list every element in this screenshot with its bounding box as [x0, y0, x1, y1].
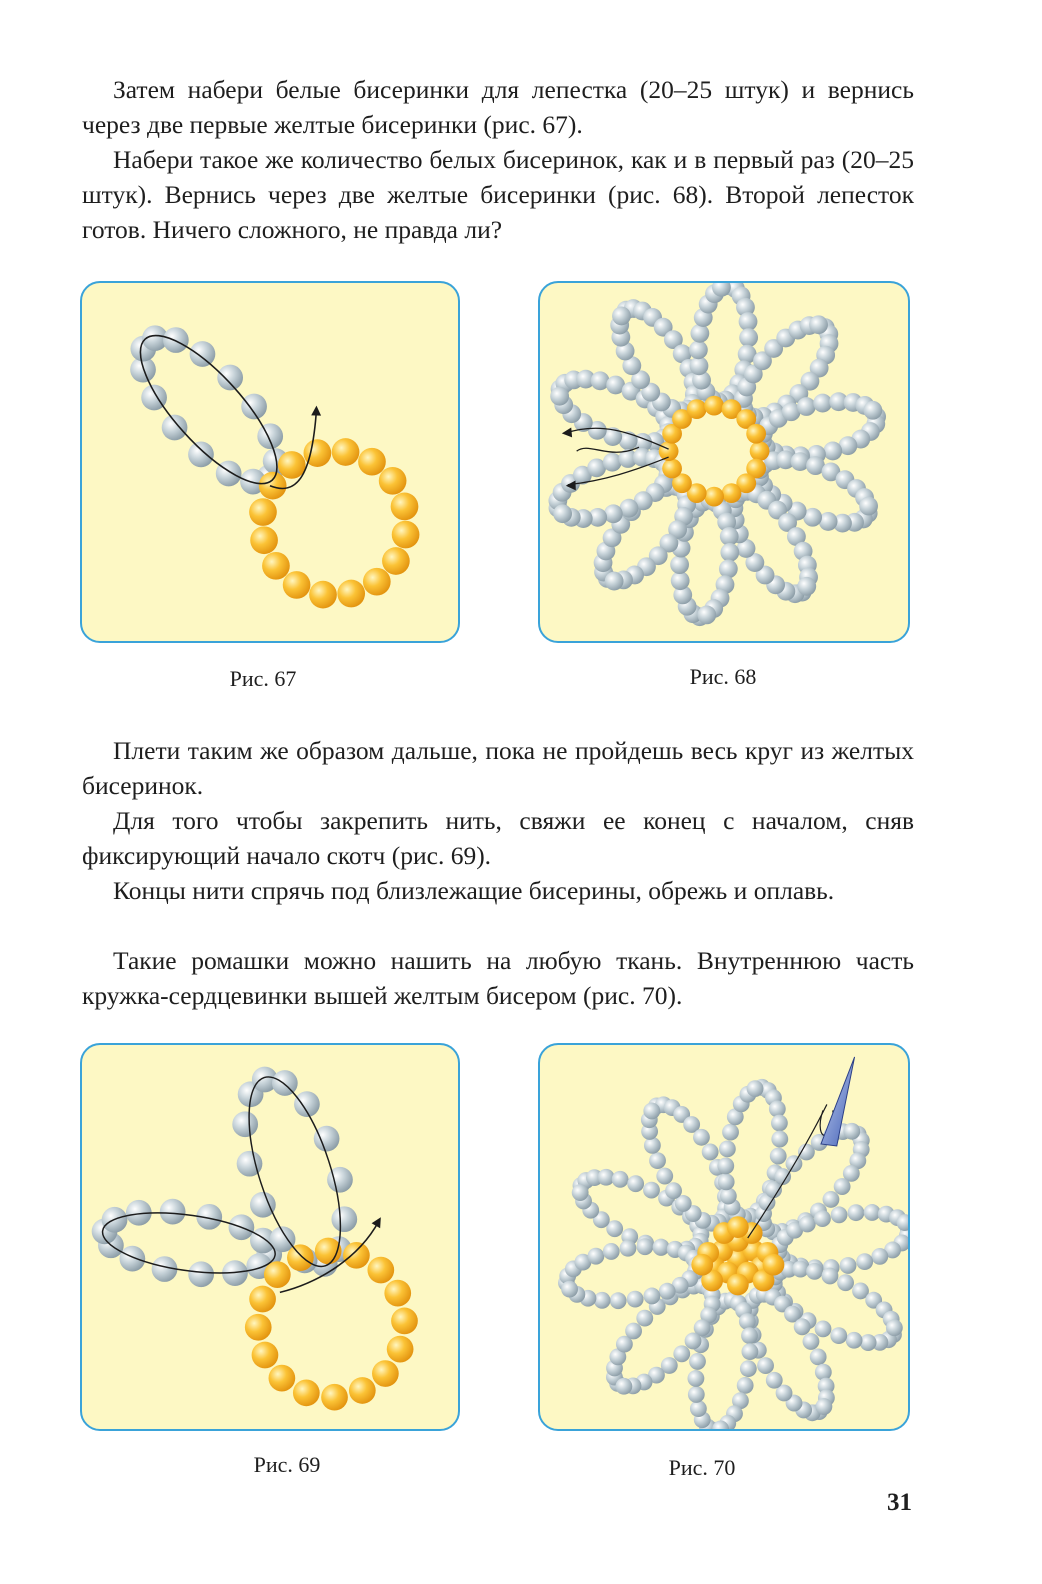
white-bead	[848, 1204, 865, 1221]
white-bead	[688, 1386, 705, 1403]
paragraph-5: Концы нити спрячь под близлежащие бисерины, обрежь и оплавь.	[113, 876, 835, 905]
yellow-bead	[687, 399, 707, 419]
yellow-bead	[722, 483, 742, 503]
white-bead	[831, 1206, 848, 1223]
paragraph-1: Затем набери белые бисеринки для лепестка (20–25 штук) и вернись через две первые желтые бисеринки (рис. 67).	[82, 75, 914, 139]
yellow-bead	[363, 568, 391, 596]
illustration-fig69	[82, 1045, 458, 1429]
white-bead	[770, 1148, 787, 1165]
yellow-bead	[659, 441, 679, 461]
white-bead	[689, 340, 708, 359]
yellow-bead	[372, 1360, 399, 1387]
figure-67	[80, 281, 460, 643]
yellow-bead	[332, 438, 360, 466]
white-bead	[673, 1345, 690, 1362]
white-bead	[797, 577, 816, 596]
white-bead	[830, 1327, 847, 1344]
white-bead	[718, 1173, 735, 1190]
white-bead	[816, 1398, 833, 1415]
yellow-bead	[746, 424, 766, 444]
white-bead	[823, 442, 842, 461]
white-bead	[871, 1248, 888, 1265]
white-bead	[720, 1188, 737, 1205]
white-bead	[859, 497, 878, 516]
white-bead	[719, 560, 738, 579]
white-bead	[815, 1364, 832, 1381]
white-bead	[757, 1357, 774, 1374]
yellow-bead	[249, 498, 277, 526]
yellow-bead	[750, 441, 770, 461]
white-bead	[625, 1323, 642, 1340]
white-bead	[813, 394, 832, 413]
white-bead	[188, 1261, 214, 1287]
white-bead	[598, 1169, 615, 1186]
white-bead	[690, 324, 709, 343]
white-bead	[188, 442, 214, 468]
yellow-bead	[391, 1308, 418, 1335]
paragraph-3: Плети таким же образом дальше, пока не пройдешь весь круг из желтых бисеринок.	[82, 736, 914, 800]
illustration-fig68	[540, 283, 908, 641]
white-bead	[649, 1152, 666, 1169]
white-bead	[747, 1080, 764, 1097]
white-bead	[643, 1182, 660, 1199]
white-bead	[603, 453, 622, 472]
white-bead	[792, 1261, 809, 1278]
white-bead	[120, 1246, 146, 1272]
white-bead	[670, 555, 689, 574]
white-bead	[603, 1243, 620, 1260]
white-bead	[810, 1348, 827, 1365]
white-bead	[693, 1129, 710, 1146]
paragraph-4: Для того чтобы закрепить нить, свяжи ее конец с началом, сняв фиксирующий начало скотч (рис. 69).	[82, 806, 914, 870]
yellow-bead	[387, 1336, 414, 1363]
yellow-bead	[662, 459, 682, 479]
white-bead	[620, 1240, 637, 1257]
white-bead	[561, 1281, 578, 1298]
yellow-bead	[269, 1365, 296, 1392]
yellow-bead	[283, 571, 311, 599]
illustration-fig67	[82, 283, 458, 641]
paragraph-6: Такие ромашки можно нашить на любую ткань. Внутреннюю часть кружка-сердцевинки вышей желтым бисером (рис. 70).	[82, 946, 914, 1010]
white-bead	[627, 1291, 644, 1308]
paragraph-2: Набери такое же количество белых бисеринок, как и в первый раз (20–25 штук). Вернись через две желтые бисеринки (рис. 68). Второй лепесток готов. Ничего сложного, не правда ли?	[82, 145, 914, 244]
white-bead	[863, 401, 882, 420]
yellow-bead	[343, 1242, 370, 1269]
white-bead	[637, 1238, 654, 1255]
white-bead	[837, 1274, 854, 1291]
white-bead	[331, 1206, 357, 1232]
yellow-bead	[249, 1286, 276, 1313]
white-bead	[190, 341, 216, 367]
yellow-bead	[278, 451, 306, 479]
white-bead	[232, 1111, 258, 1137]
white-bead	[643, 1103, 660, 1120]
white-bead	[720, 543, 739, 562]
yellow-bead	[382, 547, 410, 575]
caption-fig67: Рис. 67	[229, 666, 297, 691]
white-bead	[843, 1123, 860, 1140]
white-bead	[659, 1283, 676, 1300]
caption-fig69: Рис. 69	[253, 1452, 321, 1477]
white-bead	[864, 1204, 881, 1221]
white-bead	[636, 1310, 653, 1327]
yellow-bead	[727, 1216, 749, 1238]
white-bead	[823, 1191, 840, 1208]
yellow-bead	[379, 467, 407, 495]
white-bead	[241, 394, 267, 420]
white-bead	[856, 1253, 873, 1270]
white-bead	[643, 1288, 660, 1305]
white-bead	[799, 1216, 816, 1233]
figure-70	[538, 1043, 910, 1431]
yellow-bead	[293, 1379, 320, 1406]
arrow-icon	[562, 428, 572, 438]
white-bead	[769, 1100, 786, 1117]
yellow-bead	[763, 1254, 785, 1276]
white-bead	[803, 1333, 820, 1350]
white-bead	[685, 1333, 702, 1350]
white-bead	[687, 1370, 704, 1387]
white-bead	[719, 1140, 736, 1157]
white-bead	[771, 1115, 788, 1132]
white-bead	[834, 1178, 851, 1195]
white-bead	[741, 1327, 758, 1344]
yellow-bead	[384, 1280, 411, 1307]
yellow-bead	[337, 580, 365, 608]
illustration-fig70	[540, 1045, 908, 1429]
white-bead	[806, 1263, 823, 1280]
white-bead	[702, 1144, 719, 1161]
white-bead	[572, 1184, 589, 1201]
white-bead	[604, 504, 623, 523]
white-bead	[809, 315, 828, 334]
white-bead	[720, 527, 739, 546]
yellow-bead	[259, 472, 287, 500]
yellow-bead	[349, 1377, 376, 1404]
white-bead	[553, 504, 572, 523]
white-bead	[740, 1360, 757, 1377]
white-bead	[690, 356, 709, 375]
white-bead	[594, 1292, 611, 1309]
white-bead	[314, 1126, 340, 1152]
figure-68	[538, 281, 910, 643]
white-bead	[257, 423, 283, 449]
white-bead	[160, 1199, 186, 1225]
white-bead	[665, 1182, 682, 1199]
white-bead	[162, 415, 188, 441]
yellow-bead	[321, 1384, 348, 1411]
white-bead	[627, 1175, 644, 1192]
yellow-bead	[309, 581, 337, 609]
page-number: 31	[887, 1489, 912, 1516]
white-bead	[612, 1171, 629, 1188]
white-bead	[250, 1192, 276, 1218]
white-bead	[742, 1343, 759, 1360]
white-bead	[739, 312, 758, 331]
white-bead	[612, 307, 631, 326]
white-bead	[771, 1131, 788, 1148]
white-bead	[717, 1157, 734, 1174]
yellow-bead	[704, 487, 724, 507]
white-bead	[163, 327, 189, 353]
white-bead	[272, 1070, 298, 1096]
white-bead	[690, 1400, 707, 1417]
figure-69	[80, 1043, 460, 1431]
white-bead	[840, 1257, 857, 1274]
white-bead	[653, 1239, 670, 1256]
white-bead	[815, 1320, 832, 1337]
yellow-bead	[691, 1254, 713, 1276]
yellow-bead	[391, 493, 419, 521]
white-bead	[671, 571, 690, 590]
yellow-bead	[252, 1342, 279, 1369]
white-bead	[797, 397, 816, 416]
white-bead	[610, 1292, 627, 1309]
yellow-bead	[245, 1314, 272, 1341]
yellow-bead	[358, 448, 386, 476]
yellow-bead	[727, 1274, 749, 1296]
white-bead	[737, 1377, 754, 1394]
white-bead	[615, 1378, 632, 1395]
arrow-icon	[311, 406, 321, 416]
white-bead	[697, 605, 716, 624]
yellow-bead	[264, 1261, 291, 1288]
yellow-bead	[392, 521, 420, 549]
white-bead	[814, 1210, 831, 1227]
white-bead	[739, 328, 758, 347]
white-bead	[794, 1318, 811, 1335]
white-bead	[739, 1313, 756, 1330]
white-bead	[605, 572, 624, 591]
white-bead	[689, 1353, 706, 1370]
caption-fig70: Рис. 70	[668, 1455, 736, 1480]
white-bead	[822, 1268, 839, 1285]
white-bead	[587, 1248, 604, 1265]
white-bead	[656, 1168, 673, 1185]
yellow-bead	[250, 526, 278, 554]
white-bead	[550, 387, 569, 406]
yellow-bead	[367, 1257, 394, 1284]
white-bead	[860, 1334, 877, 1351]
white-bead	[644, 1137, 661, 1154]
yellow-bead	[704, 396, 724, 416]
caption-fig68: Рис. 68	[689, 664, 757, 689]
white-bead	[722, 1124, 739, 1141]
white-bead	[766, 1372, 783, 1389]
yellow-bead	[262, 552, 290, 580]
white-bead	[886, 1319, 903, 1336]
yellow-bead	[287, 1244, 314, 1271]
white-bead	[846, 1332, 863, 1349]
white-bead	[217, 365, 243, 391]
